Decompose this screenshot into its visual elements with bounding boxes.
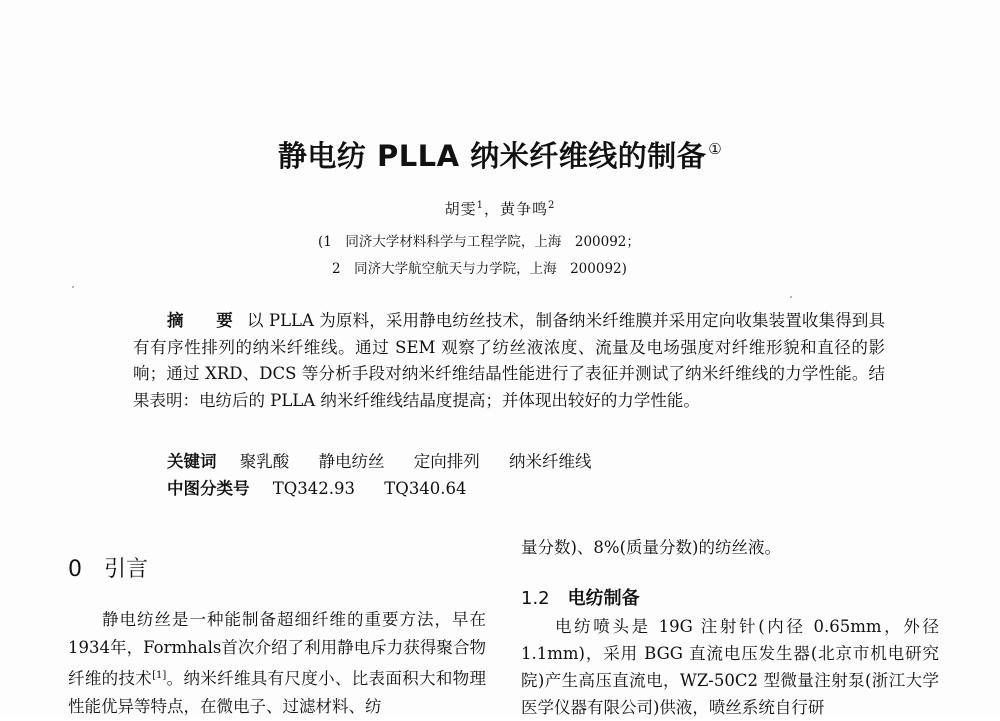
keyword: 纳米纤维线 xyxy=(509,452,592,471)
author-2-affiliation-mark: 2 xyxy=(548,200,556,211)
classification-code: TQ342.93 xyxy=(272,479,356,498)
section-heading-electrospinning xyxy=(521,584,640,610)
subsection-number: 1.2 xyxy=(521,588,550,609)
abstract-text: 以 PLLA 为原料，采用静电纺丝技术，制备纳米纤维膜并采用定向收集装置收集得到具有有序性排列的纳米纤维线。通过 SEM 观察了纺丝液浓度、流量及电场强度对纤维形貌和直径的影响；通过 XRD、DCS 等分析手段对纳米纤维结晶性能进行了表征并测试了纳米纤维线的力学性能。结果表明：电纺后的 PLLA 纳米纤维线结晶度提高；并体现出较好的力学性能。 xyxy=(133,311,886,410)
paper-title xyxy=(0,134,1000,175)
classification xyxy=(167,475,491,499)
affiliation-1: (1 同济大学材料科学与工程学院，上海 200092； xyxy=(318,234,640,250)
author-1-affiliation-mark: 1 xyxy=(476,200,484,211)
title-text: 静电纺 PLLA 纳米纤维线的制备 xyxy=(277,139,707,173)
author-1: 胡雯 xyxy=(444,200,477,218)
scan-speck xyxy=(790,296,792,298)
affiliation-2: 2 同济大学航空航天与力学院，上海 200092) xyxy=(332,261,627,277)
subsection-title: 电纺制备 xyxy=(567,588,640,609)
keyword: 静电纺丝 xyxy=(318,452,385,471)
electrospinning-paragraph: 电纺喷头是 19G 注射针(内径 0.65mm，外径 1.1mm)，采用 BGG 直流电压发生器(北京市机电研究院)产生高压直流电，WZ-50C2 型微量注射泵(浙江大学医学仪器有限公司)供液，喷丝系统自行研 xyxy=(521,617,939,717)
abstract xyxy=(133,308,885,414)
scan-speck xyxy=(72,286,74,288)
intro-text-part1: 静电纺丝是一种能制备超细纤维的重要方法，早在1934年，Formhals首次介绍了利用静电斥力获得聚合物纤维的技术 xyxy=(68,610,486,688)
section-title: 引言 xyxy=(104,557,149,582)
classification-code: TQ340.64 xyxy=(384,479,467,498)
abstract-label: 摘 要 xyxy=(167,311,241,330)
continued-text-line: 量分数)、8%(质量分数)的纺丝液。 xyxy=(521,538,781,557)
author-separator: ， xyxy=(483,200,500,218)
introduction-paragraph xyxy=(68,606,486,721)
title-footnote-mark: ① xyxy=(708,140,723,158)
citation-mark: [1] xyxy=(152,670,167,681)
section-heading-introduction xyxy=(68,552,148,583)
classification-label: 中图分类号 xyxy=(167,479,250,498)
section-number: 0 xyxy=(68,557,82,582)
author-2: 黄争鸣 xyxy=(500,200,549,218)
keyword: 定向排列 xyxy=(413,452,480,471)
author-line xyxy=(0,198,1000,219)
intro-text-part2: 。纳米纤维具有尺度小、比表面积大和物理性能优异等特点，在微电子、过滤材料、纺 xyxy=(68,669,487,716)
keyword: 聚乳酸 xyxy=(239,452,290,471)
keywords xyxy=(167,448,616,472)
keywords-label: 关键词 xyxy=(167,452,217,471)
